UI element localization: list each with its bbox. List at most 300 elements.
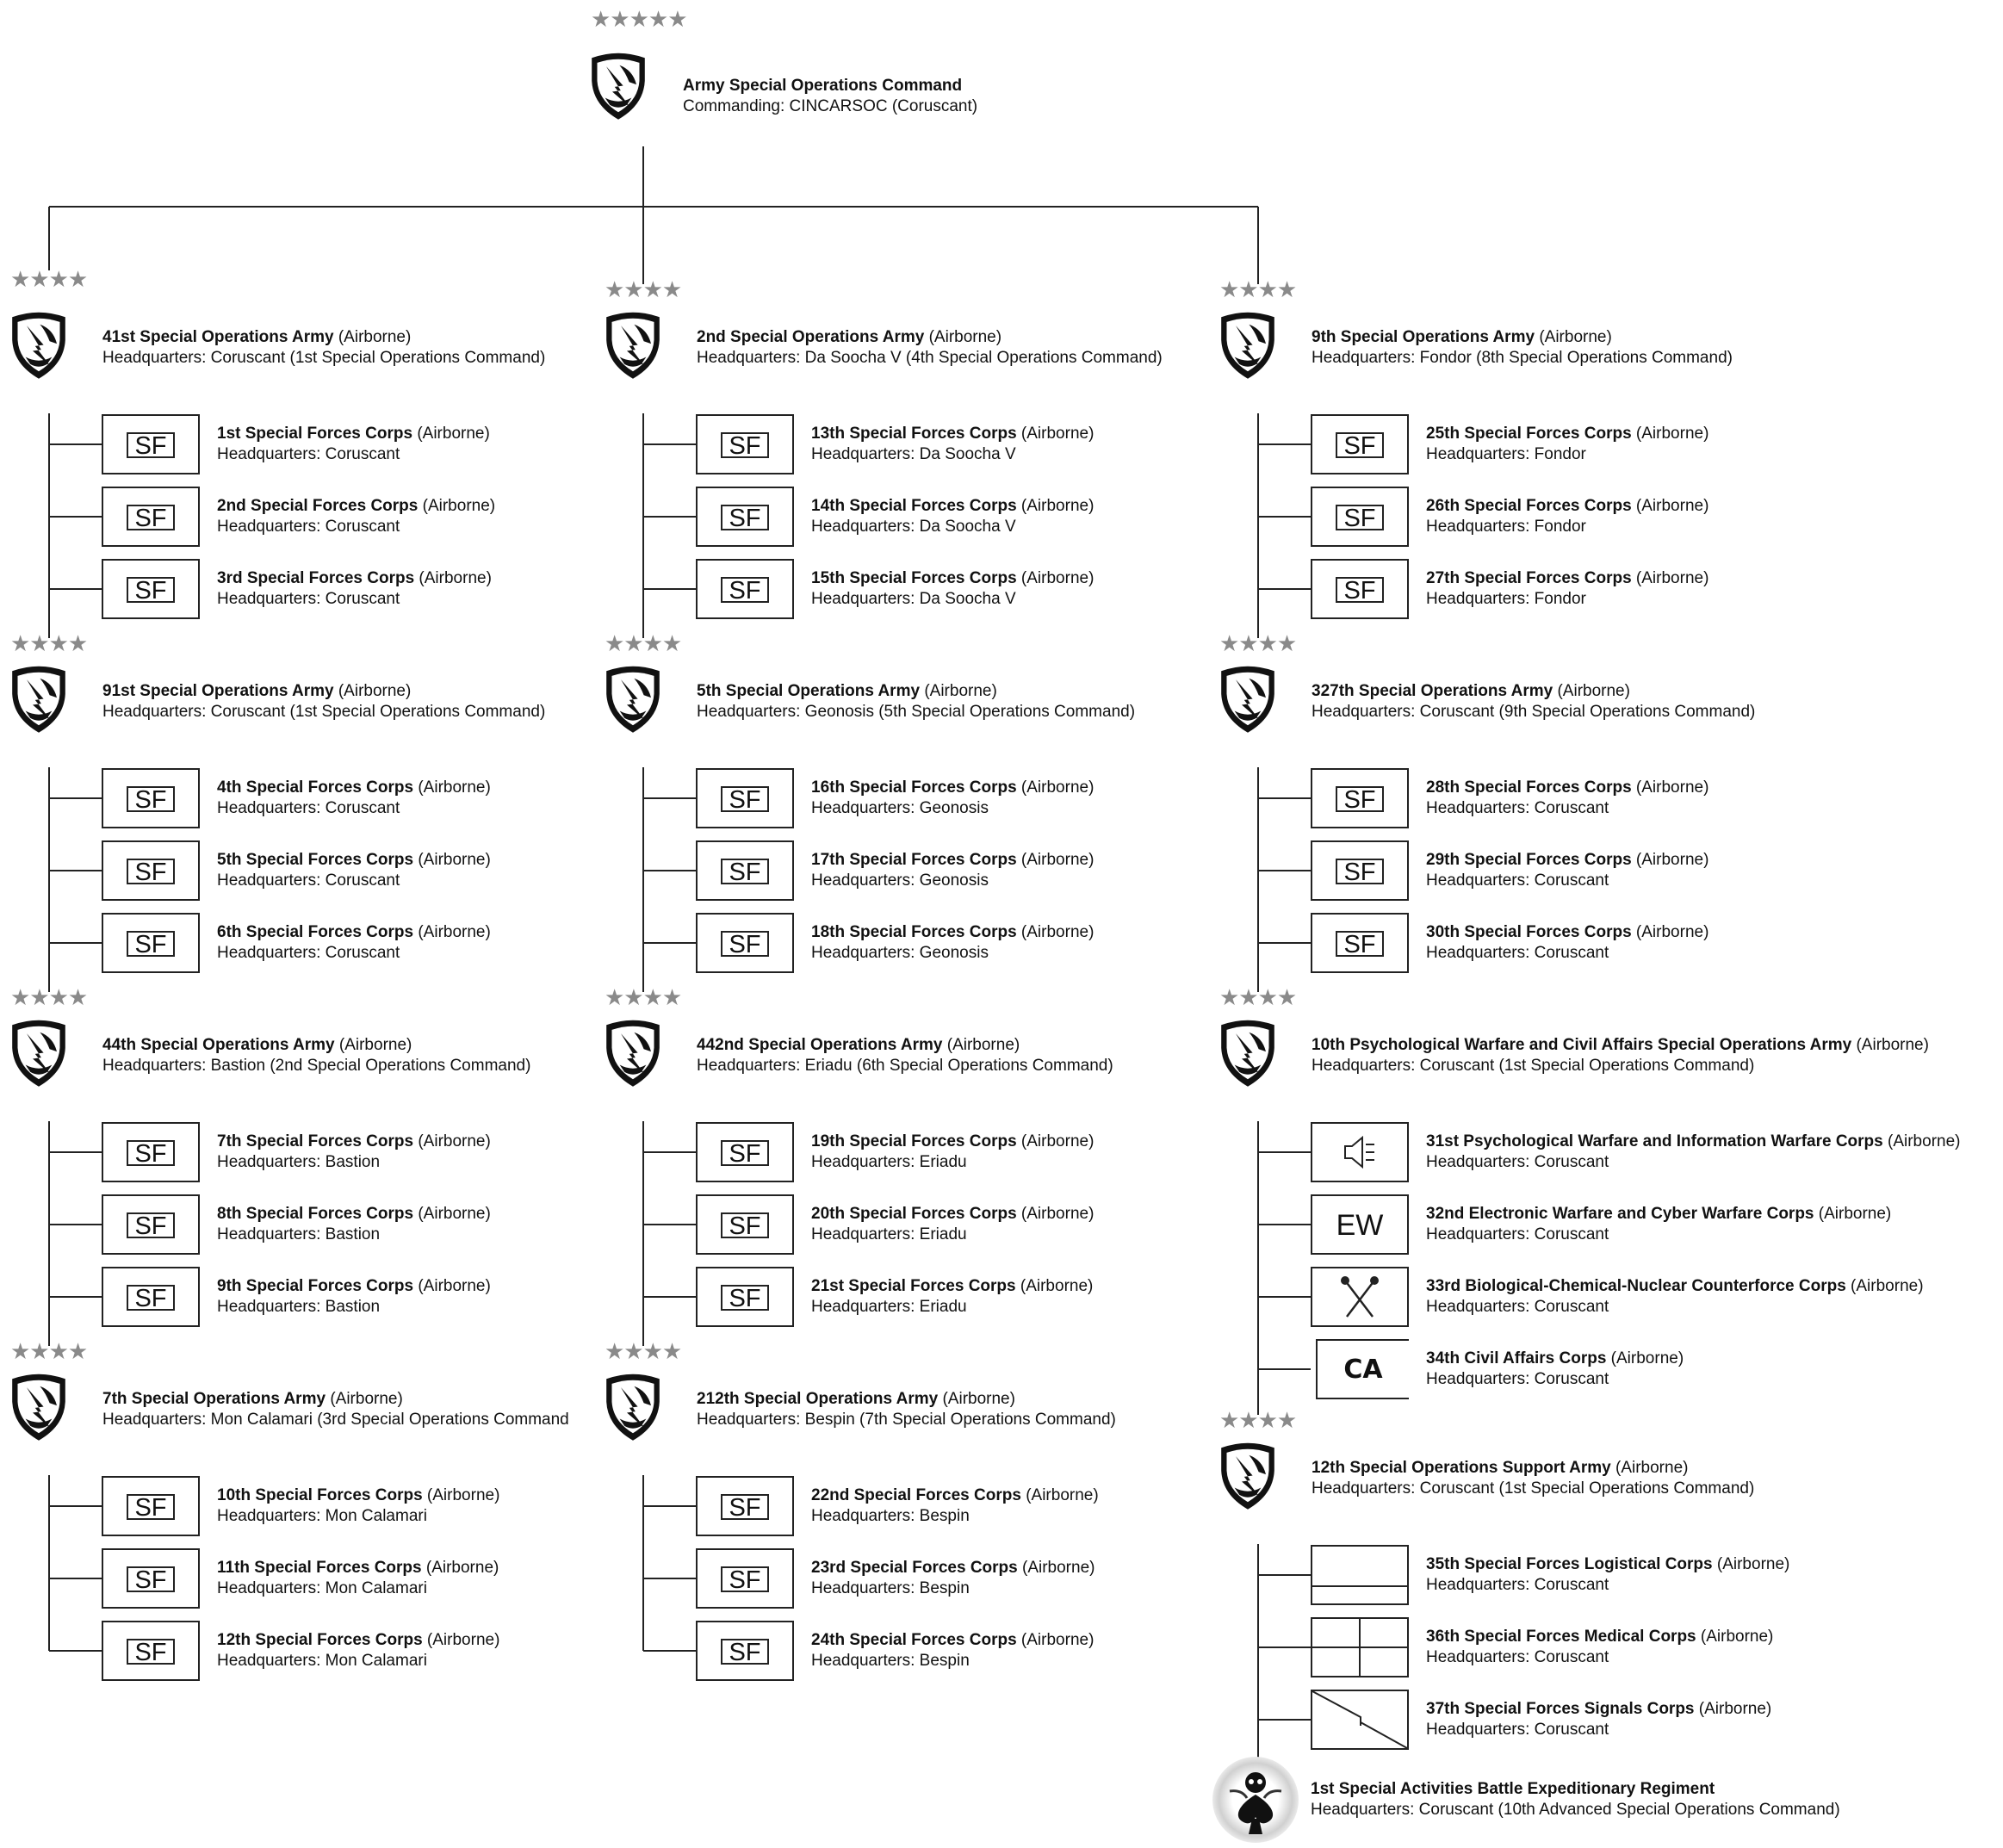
corps-2-0-2-hq: Headquarters: Fondor: [1426, 590, 1586, 608]
corps-2-2-3: [1426, 1349, 1684, 1390]
army-1-2-emblem: [603, 1016, 663, 1089]
corps-1-3-0-symbol: [696, 1476, 794, 1536]
corps-2-3-2-airborne: (Airborne): [1694, 1700, 1772, 1718]
army-1-0-name: 2nd Special Operations Army: [697, 328, 925, 346]
corps-2-1-0-title: [1426, 778, 1708, 798]
army-1-2-name: 442nd Special Operations Army: [697, 1036, 943, 1054]
corps-0-2-2-name: 9th Special Forces Corps: [217, 1277, 414, 1295]
corps-0-2-2-title: [217, 1276, 491, 1297]
corps-2-0-1-title: [1426, 496, 1708, 517]
corps-0-1-1-hq: Headquarters: Coruscant: [217, 871, 400, 890]
signals-icon: [1312, 1691, 1407, 1748]
corps-1-0-0-hq: Headquarters: Da Soocha V: [811, 445, 1016, 463]
army-0-3: [102, 1389, 569, 1430]
corps-1-3-0-hq: Headquarters: Bespin: [811, 1507, 970, 1525]
army-0-1-name: 91st Special Operations Army: [102, 682, 334, 700]
sf-icon: SF: [127, 577, 175, 603]
corps-1-0-1-title: [811, 496, 1094, 517]
corps-2-3-0-symbol: [1311, 1545, 1409, 1605]
sf-icon: SF: [127, 859, 175, 884]
corps-2-1-1-symbol: [1311, 840, 1409, 901]
corps-1-0-0: [811, 424, 1094, 465]
corps-2-1-0: [1426, 778, 1708, 819]
sf-icon: SF: [127, 505, 175, 530]
army-0-2-name: 44th Special Operations Army: [102, 1036, 335, 1054]
corps-1-3-1-airborne: (Airborne): [1017, 1559, 1095, 1577]
army-0-1-title: [102, 681, 545, 702]
corps-1-2-1-hq: Headquarters: Eriadu: [811, 1225, 967, 1243]
corps-0-1-2-name: 6th Special Forces Corps: [217, 923, 414, 941]
army-1-3-airborne: (Airborne): [938, 1390, 1015, 1408]
corps-2-1-0-name: 28th Special Forces Corps: [1426, 778, 1632, 797]
corps-0-3-2-hq: Headquarters: Mon Calamari: [217, 1652, 427, 1670]
army-1-2-stars: ★★★★: [605, 985, 682, 1011]
corps-2-2-2-symbol: [1311, 1267, 1409, 1327]
corps-2-0-2-airborne: (Airborne): [1631, 569, 1709, 587]
army-2-2-title: [1312, 1035, 1929, 1056]
corps-2-2-0-title: [1426, 1132, 1960, 1152]
corps-1-3-1-symbol: [696, 1548, 794, 1609]
medical-icon: [1312, 1619, 1407, 1676]
corps-0-0-0-symbol: [102, 414, 200, 474]
army-1-2-hq: Headquarters: Eriadu (6th Special Operations Command): [697, 1057, 1113, 1075]
sf-icon: SF: [721, 432, 769, 458]
army-1-0: [697, 327, 1163, 369]
army-1-3-title: [697, 1389, 1116, 1410]
corps-0-2-2: [217, 1276, 491, 1318]
corps-2-3-1-symbol: [1311, 1617, 1409, 1677]
corps-1-2-0: [811, 1132, 1094, 1173]
corps-2-3-2: [1426, 1699, 1771, 1740]
army-2-3-airborne: (Airborne): [1610, 1459, 1689, 1477]
army-1-1-airborne: (Airborne): [920, 682, 997, 700]
army-0-2: [102, 1035, 530, 1076]
corps-0-3-0-symbol: [102, 1476, 200, 1536]
corps-1-3-0-airborne: (Airborne): [1020, 1486, 1099, 1504]
corps-2-2-2-name: 33rd Biological-Chemical-Nuclear Counterforce Corps: [1426, 1277, 1846, 1295]
army-2-0-emblem: [1218, 308, 1278, 381]
corps-0-2-2-symbol: [102, 1267, 200, 1327]
army-2-0-name: 9th Special Operations Army: [1312, 328, 1535, 346]
corps-0-2-0: [217, 1132, 491, 1173]
army-1-3-emblem: [603, 1370, 663, 1443]
corps-1-0-1-hq: Headquarters: Da Soocha V: [811, 518, 1016, 536]
corps-1-1-1-symbol: [696, 840, 794, 901]
army-2-0-title: [1312, 327, 1733, 348]
corps-2-0-2: [1426, 568, 1708, 610]
corps-1-1-1: [811, 850, 1094, 891]
corps-0-0-2-title: [217, 568, 492, 589]
corps-0-0-0-name: 1st Special Forces Corps: [217, 425, 413, 443]
army-2-1-stars: ★★★★: [1219, 631, 1297, 657]
corps-0-2-1-symbol: [102, 1194, 200, 1255]
corps-1-0-0-airborne: (Airborne): [1016, 425, 1095, 443]
corps-1-2-0-symbol: [696, 1122, 794, 1182]
corps-2-2-1-airborne: (Airborne): [1814, 1205, 1892, 1223]
corps-2-3-0-airborne: (Airborne): [1712, 1555, 1790, 1573]
regiment-name: 1st Special Activities Battle Expeditionary Regiment: [1311, 1780, 1715, 1798]
corps-0-2-0-name: 7th Special Forces Corps: [217, 1132, 414, 1150]
sf-icon: SF: [127, 786, 175, 812]
corps-0-1-1-airborne: (Airborne): [413, 851, 491, 869]
corps-0-2-1-hq: Headquarters: Bastion: [217, 1225, 381, 1243]
ca-icon: CA: [1343, 1355, 1383, 1385]
corps-1-3-0: [811, 1485, 1099, 1527]
corps-0-1-2-title: [217, 922, 491, 943]
corps-2-2-0-name: 31st Psychological Warfare and Information Warfare Corps: [1426, 1132, 1883, 1150]
corps-0-3-1-name: 11th Special Forces Corps: [217, 1559, 422, 1577]
corps-1-0-2-name: 15th Special Forces Corps: [811, 569, 1017, 587]
corps-1-2-1: [811, 1204, 1094, 1245]
corps-0-3-1-hq: Headquarters: Mon Calamari: [217, 1579, 427, 1597]
army-0-1-emblem: [9, 662, 69, 735]
corps-2-3-0: [1426, 1554, 1789, 1596]
corps-0-0-1-title: [217, 496, 495, 517]
army-1-2-title: [697, 1035, 1113, 1056]
top-emblem: [588, 49, 648, 122]
corps-1-1-0-title: [811, 778, 1094, 798]
corps-2-1-2-airborne: (Airborne): [1631, 923, 1709, 941]
corps-0-1-2-symbol: [102, 913, 200, 973]
army-1-0-airborne: (Airborne): [924, 328, 1002, 346]
corps-1-1-1-title: [811, 850, 1094, 871]
ew-icon: EW: [1336, 1209, 1384, 1242]
corps-2-2-2: [1426, 1276, 1924, 1318]
corps-0-2-0-airborne: (Airborne): [413, 1132, 491, 1150]
corps-0-1-0-title: [217, 778, 491, 798]
corps-2-2-2-title: [1426, 1276, 1924, 1297]
corps-0-3-1-airborne: (Airborne): [421, 1559, 499, 1577]
corps-2-0-2-symbol: [1311, 559, 1409, 619]
corps-0-1-2-hq: Headquarters: Coruscant: [217, 944, 400, 962]
sf-icon: SF: [127, 1285, 175, 1311]
corps-0-0-2-name: 3rd Special Forces Corps: [217, 569, 415, 587]
sf-icon: SF: [1336, 931, 1384, 957]
corps-2-3-0-title: [1426, 1554, 1789, 1575]
corps-0-2-1-airborne: (Airborne): [413, 1205, 491, 1223]
corps-0-3-0-name: 10th Special Forces Corps: [217, 1486, 423, 1504]
corps-2-0-1: [1426, 496, 1708, 537]
corps-1-3-2-name: 24th Special Forces Corps: [811, 1631, 1017, 1649]
corps-2-0-1-hq: Headquarters: Fondor: [1426, 518, 1586, 536]
corps-2-1-0-symbol: [1311, 768, 1409, 828]
army-0-3-name: 7th Special Operations Army: [102, 1390, 326, 1408]
army-1-1-title: [697, 681, 1135, 702]
corps-0-3-2-airborne: (Airborne): [422, 1631, 500, 1649]
corps-1-0-2-airborne: (Airborne): [1016, 569, 1095, 587]
army-0-0-airborne: (Airborne): [333, 328, 412, 346]
corps-1-2-0-title: [811, 1132, 1094, 1152]
corps-1-3-1: [811, 1558, 1095, 1599]
army-1-2-airborne: (Airborne): [942, 1036, 1020, 1054]
corps-0-2-1-title: [217, 1204, 491, 1225]
army-2-1-name: 327th Special Operations Army: [1312, 682, 1553, 700]
corps-1-1-0-airborne: (Airborne): [1016, 778, 1095, 797]
army-2-1-airborne: (Airborne): [1553, 682, 1630, 700]
corps-0-1-1-symbol: [102, 840, 200, 901]
corps-1-1-1-hq: Headquarters: Geonosis: [811, 871, 989, 890]
corps-2-3-2-symbol: [1311, 1690, 1409, 1750]
army-1-1-name: 5th Special Operations Army: [697, 682, 921, 700]
corps-0-1-1-title: [217, 850, 491, 871]
corps-1-0-1-name: 14th Special Forces Corps: [811, 497, 1017, 515]
corps-0-1-1-name: 5th Special Forces Corps: [217, 851, 414, 869]
sf-icon: SF: [721, 505, 769, 530]
regiment-title: [1311, 1779, 1840, 1800]
corps-0-1-2: [217, 922, 491, 964]
corps-0-1-0-symbol: [102, 768, 200, 828]
army-2-2-hq: Headquarters: Coruscant (1st Special Operations Command): [1312, 1057, 1755, 1075]
sf-icon: SF: [721, 1494, 769, 1520]
army-1-0-emblem: [603, 308, 663, 381]
corps-1-3-2-symbol: [696, 1621, 794, 1681]
corps-2-2-1-name: 32nd Electronic Warfare and Cyber Warfare Corps: [1426, 1205, 1814, 1223]
corps-2-2-1-title: [1426, 1204, 1891, 1225]
sf-icon: SF: [127, 432, 175, 458]
corps-1-2-0-airborne: (Airborne): [1016, 1132, 1095, 1150]
sf-icon: SF: [127, 1566, 175, 1592]
corps-1-0-0-name: 13th Special Forces Corps: [811, 425, 1017, 443]
army-0-3-emblem: [9, 1370, 69, 1443]
army-1-3-hq: Headquarters: Bespin (7th Special Operations Command): [697, 1411, 1116, 1429]
army-1-2: [697, 1035, 1113, 1076]
corps-0-0-2-hq: Headquarters: Coruscant: [217, 590, 400, 608]
corps-0-2-0-hq: Headquarters: Bastion: [217, 1153, 381, 1171]
army-0-1-airborne: (Airborne): [333, 682, 412, 700]
corps-2-2-0-airborne: (Airborne): [1882, 1132, 1961, 1150]
army-0-0-title: [102, 327, 545, 348]
army-1-1-emblem: [603, 662, 663, 735]
army-0-2-emblem: [9, 1016, 69, 1089]
sf-icon: SF: [1336, 859, 1384, 884]
sf-icon: SF: [721, 1566, 769, 1592]
corps-0-0-2-airborne: (Airborne): [414, 569, 492, 587]
corps-1-1-1-airborne: (Airborne): [1016, 851, 1095, 869]
corps-2-2-0: [1426, 1132, 1960, 1173]
army-1-0-hq: Headquarters: Da Soocha V (4th Special Operations Command): [697, 349, 1163, 367]
army-2-2-stars: ★★★★: [1219, 985, 1297, 1011]
corps-0-0-0: [217, 424, 490, 465]
corps-2-0-0-hq: Headquarters: Fondor: [1426, 445, 1586, 463]
sf-icon: SF: [127, 1212, 175, 1238]
corps-1-3-2-hq: Headquarters: Bespin: [811, 1652, 970, 1670]
sf-icon: SF: [1336, 786, 1384, 812]
army-2-3-name: 12th Special Operations Support Army: [1312, 1459, 1611, 1477]
army-2-3-emblem: [1218, 1439, 1278, 1512]
corps-0-1-0-name: 4th Special Forces Corps: [217, 778, 414, 797]
army-2-2-airborne: (Airborne): [1851, 1036, 1929, 1054]
corps-0-3-0: [217, 1485, 499, 1527]
regiment: [1311, 1779, 1840, 1820]
corps-0-0-0-title: [217, 424, 490, 444]
corps-2-0-0-airborne: (Airborne): [1631, 425, 1709, 443]
sf-icon: SF: [127, 931, 175, 957]
sf-icon: SF: [1336, 505, 1384, 530]
corps-1-1-0: [811, 778, 1094, 819]
corps-0-3-2-name: 12th Special Forces Corps: [217, 1631, 423, 1649]
corps-2-1-2-hq: Headquarters: Coruscant: [1426, 944, 1609, 962]
army-0-0-emblem: [9, 308, 69, 381]
corps-0-3-0-hq: Headquarters: Mon Calamari: [217, 1507, 427, 1525]
corps-1-0-2-title: [811, 568, 1094, 589]
corps-0-3-1-title: [217, 1558, 499, 1578]
sf-icon: SF: [127, 1639, 175, 1665]
army-2-0: [1312, 327, 1733, 369]
corps-0-0-0-airborne: (Airborne): [412, 425, 490, 443]
logistics-icon: [1312, 1547, 1407, 1603]
corps-1-1-2-title: [811, 922, 1094, 943]
corps-0-1-1: [217, 850, 491, 891]
corps-1-2-2-hq: Headquarters: Eriadu: [811, 1298, 967, 1316]
sf-icon: SF: [721, 786, 769, 812]
army-0-1-stars: ★★★★: [10, 631, 88, 657]
corps-1-1-2-symbol: [696, 913, 794, 973]
corps-2-2-2-airborne: (Airborne): [1845, 1277, 1924, 1295]
corps-1-3-2-title: [811, 1630, 1094, 1651]
corps-0-3-1-symbol: [102, 1548, 200, 1609]
corps-1-3-2-airborne: (Airborne): [1016, 1631, 1095, 1649]
corps-2-1-0-hq: Headquarters: Coruscant: [1426, 799, 1609, 817]
sf-icon: SF: [721, 931, 769, 957]
corps-2-0-1-symbol: [1311, 487, 1409, 547]
corps-2-0-0: [1426, 424, 1708, 465]
corps-0-0-0-hq: Headquarters: Coruscant: [217, 445, 400, 463]
corps-2-3-0-name: 35th Special Forces Logistical Corps: [1426, 1555, 1713, 1573]
army-0-3-stars: ★★★★: [10, 1339, 88, 1365]
army-1-0-title: [697, 327, 1163, 348]
army-2-0-stars: ★★★★: [1219, 277, 1297, 303]
corps-2-1-1-name: 29th Special Forces Corps: [1426, 851, 1632, 869]
army-0-1: [102, 681, 545, 722]
corps-2-3-2-name: 37th Special Forces Signals Corps: [1426, 1700, 1695, 1718]
sf-icon: SF: [127, 1494, 175, 1520]
army-1-3-name: 212th Special Operations Army: [697, 1390, 939, 1408]
top-command-title: [683, 76, 977, 96]
corps-2-1-0-airborne: (Airborne): [1631, 778, 1709, 797]
top-stars: ★★★★★: [591, 7, 687, 33]
army-0-0: [102, 327, 545, 369]
corps-2-3-2-title: [1426, 1699, 1771, 1720]
army-0-0-stars: ★★★★: [10, 267, 88, 293]
corps-0-2-1: [217, 1204, 491, 1245]
corps-1-3-1-name: 23rd Special Forces Corps: [811, 1559, 1018, 1577]
sf-icon: SF: [721, 859, 769, 884]
regiment-emblem: [1212, 1757, 1299, 1843]
corps-2-2-3-airborne: (Airborne): [1606, 1349, 1684, 1367]
corps-0-1-0-airborne: (Airborne): [413, 778, 491, 797]
corps-2-1-1-hq: Headquarters: Coruscant: [1426, 871, 1609, 890]
army-1-1-stars: ★★★★: [605, 631, 682, 657]
corps-2-1-1-title: [1426, 850, 1708, 871]
corps-2-3-1-title: [1426, 1627, 1773, 1647]
corps-1-1-0-name: 16th Special Forces Corps: [811, 778, 1017, 797]
corps-2-3-1-hq: Headquarters: Coruscant: [1426, 1648, 1609, 1666]
corps-1-0-2: [811, 568, 1094, 610]
army-2-3-stars: ★★★★: [1219, 1408, 1297, 1434]
corps-2-2-3-hq: Headquarters: Coruscant: [1426, 1370, 1609, 1388]
army-1-3-stars: ★★★★: [605, 1339, 682, 1365]
army-0-3-airborne: (Airborne): [326, 1390, 403, 1408]
corps-0-3-1: [217, 1558, 499, 1599]
corps-0-3-0-title: [217, 1485, 499, 1506]
sf-icon: SF: [721, 1212, 769, 1238]
corps-0-2-2-hq: Headquarters: Bastion: [217, 1298, 381, 1316]
corps-2-2-3-title: [1426, 1349, 1684, 1369]
army-1-1: [697, 681, 1135, 722]
top-command: [683, 76, 977, 117]
army-2-3: [1312, 1458, 1754, 1499]
corps-2-0-0-name: 25th Special Forces Corps: [1426, 425, 1632, 443]
army-0-0-name: 41st Special Operations Army: [102, 328, 334, 346]
corps-2-0-0-symbol: [1311, 414, 1409, 474]
corps-2-1-2-name: 30th Special Forces Corps: [1426, 923, 1632, 941]
corps-2-1-2-title: [1426, 922, 1708, 943]
corps-0-2-0-symbol: [102, 1122, 200, 1182]
corps-1-2-2-title: [811, 1276, 1093, 1297]
army-0-1-hq: Headquarters: Coruscant (1st Special Operations Command): [102, 703, 546, 721]
corps-1-0-1-airborne: (Airborne): [1016, 497, 1095, 515]
corps-1-0-2-hq: Headquarters: Da Soocha V: [811, 590, 1016, 608]
corps-1-1-0-symbol: [696, 768, 794, 828]
corps-1-3-2: [811, 1630, 1094, 1671]
army-0-0-hq: Headquarters: Coruscant (1st Special Operations Command): [102, 349, 546, 367]
corps-1-2-0-name: 19th Special Forces Corps: [811, 1132, 1017, 1150]
top-command-name: Army Special Operations Command: [683, 77, 963, 95]
corps-1-1-2-name: 18th Special Forces Corps: [811, 923, 1017, 941]
army-2-2: [1312, 1035, 1929, 1076]
corps-2-0-1-name: 26th Special Forces Corps: [1426, 497, 1632, 515]
corps-2-2-1-symbol: [1311, 1194, 1409, 1255]
corps-1-2-1-name: 20th Special Forces Corps: [811, 1205, 1017, 1223]
sf-icon: SF: [721, 577, 769, 603]
corps-2-0-0-title: [1426, 424, 1708, 444]
army-1-3: [697, 1389, 1116, 1430]
army-2-2-name: 10th Psychological Warfare and Civil Affairs Special Operations Army: [1312, 1036, 1852, 1054]
corps-2-2-1: [1426, 1204, 1891, 1245]
corps-0-0-1: [217, 496, 495, 537]
corps-1-0-0-symbol: [696, 414, 794, 474]
corps-1-1-2-hq: Headquarters: Geonosis: [811, 944, 989, 962]
corps-0-2-2-airborne: (Airborne): [413, 1277, 491, 1295]
army-0-2-stars: ★★★★: [10, 985, 88, 1011]
sf-icon: SF: [721, 1140, 769, 1166]
corps-1-3-0-title: [811, 1485, 1099, 1506]
sf-icon: SF: [721, 1285, 769, 1311]
army-0-2-airborne: (Airborne): [334, 1036, 412, 1054]
corps-0-0-2-symbol: [102, 559, 200, 619]
corps-2-1-2-symbol: [1311, 913, 1409, 973]
skull-spade-icon: [1212, 1757, 1299, 1843]
corps-1-0-0-title: [811, 424, 1094, 444]
corps-2-0-1-airborne: (Airborne): [1631, 497, 1709, 515]
regiment-hq: Headquarters: Coruscant (10th Advanced Special Operations Command): [1311, 1801, 1840, 1819]
corps-1-2-2: [811, 1276, 1093, 1318]
corps-0-3-0-airborne: (Airborne): [422, 1486, 500, 1504]
corps-0-2-1-name: 8th Special Forces Corps: [217, 1205, 414, 1223]
corps-0-3-2-title: [217, 1630, 499, 1651]
corps-1-2-1-title: [811, 1204, 1094, 1225]
corps-1-0-2-symbol: [696, 559, 794, 619]
sf-icon: SF: [1336, 432, 1384, 458]
corps-0-2-0-title: [217, 1132, 491, 1152]
army-2-0-airborne: (Airborne): [1535, 328, 1612, 346]
army-0-2-title: [102, 1035, 530, 1056]
army-2-0-hq: Headquarters: Fondor (8th Special Operations Command): [1312, 349, 1733, 367]
corps-2-0-2-title: [1426, 568, 1708, 589]
corps-2-2-3-symbol: [1316, 1339, 1409, 1399]
army-2-1-title: [1312, 681, 1755, 702]
top-command-hq: Commanding: CINCARSOC (Coruscant): [683, 97, 978, 115]
